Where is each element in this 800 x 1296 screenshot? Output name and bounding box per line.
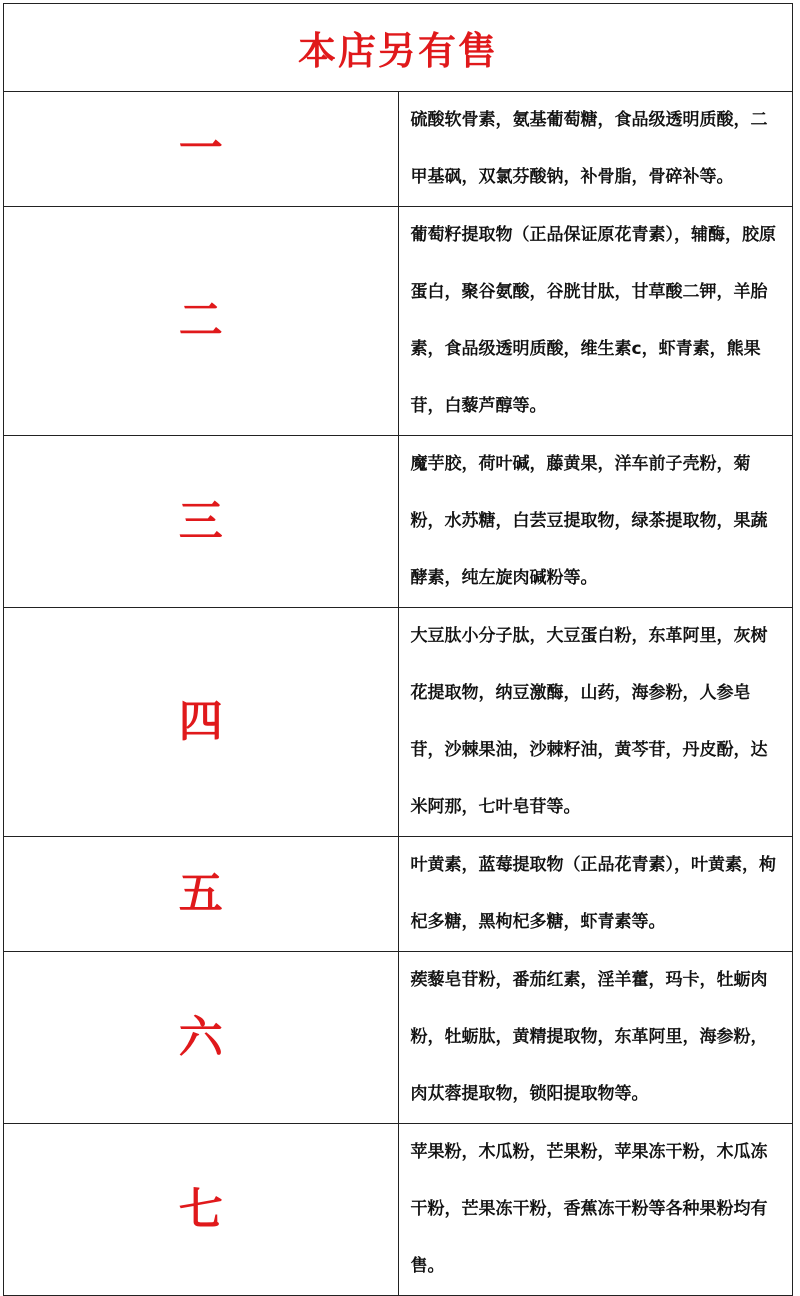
row-number: 七 [178,1183,223,1235]
row-content: 叶黄素，蓝莓提取物（正品花青素），叶黄素，枸杞多糖，黑枸杞多糖，虾青素等。 [410,855,776,932]
row-content-cell [398,436,793,608]
table-row [4,1124,793,1296]
table-row [4,92,793,207]
title-row [4,4,793,92]
row-content-cell [398,92,793,207]
row-content-cell [398,837,793,952]
row-content: 蒺藜皂苷粉，番茄红素，淫羊藿，玛卡，牡蛎肉粉，牡蛎肽，黄精提取物，东革阿里，海参粉，肉苁蓉提取物，锁阳提取物等。 [410,970,768,1104]
table-row [4,436,793,608]
row-content-cell [398,207,793,436]
row-number: 二 [178,295,223,346]
row-number: 五 [178,868,223,919]
row-number-cell [4,436,399,608]
table-row [4,837,793,952]
row-number: 三 [178,495,223,547]
title-cell [4,4,793,92]
row-content: 魔芋胶，荷叶碱，藤黄果，洋车前子壳粉，菊粉，水苏糖，白芸豆提取物，绿茶提取物，果蔬酵素，纯左旋肉碱粉等。 [410,454,768,588]
table-row [4,952,793,1124]
row-number: 一 [178,123,223,174]
row-content: 苹果粉，木瓜粉，芒果粉，苹果冻干粉，木瓜冻干粉，芒果冻干粉，香蕉冻干粉等各种果粉均有售。 [410,1142,768,1276]
row-number-cell [4,608,399,837]
row-number-cell [4,92,399,207]
row-number-cell [4,207,399,436]
row-content: 硫酸软骨素，氨基葡萄糖，食品级透明质酸，二甲基砜，双氯芬酸钠，补骨脂，骨碎补等。 [410,110,768,187]
row-number-cell [4,837,399,952]
row-content-cell [398,608,793,837]
row-number: 六 [178,1011,223,1063]
table-row [4,207,793,436]
table-row [4,608,793,837]
row-number: 四 [178,696,223,747]
row-content-cell [398,952,793,1124]
row-content: 大豆肽小分子肽，大豆蛋白粉，东革阿里，灰树花提取物，纳豆激酶，山药，海参粉，人参皂苷，沙棘果油，沙棘籽油，黄芩苷，丹皮酚，达米阿那，七叶皂苷等。 [410,626,768,817]
row-number-cell [4,1124,399,1296]
row-content-cell [398,1124,793,1296]
page-title: 本店另有售 [297,29,498,73]
row-content: 葡萄籽提取物（正品保证原花青素），辅酶，胶原蛋白，聚谷氨酸，谷胱甘肽，甘草酸二钾，羊胎素，食品级透明质酸，维生素c，虾青素，熊果苷，白藜芦醇等。 [410,225,776,416]
product-table [3,3,793,1296]
row-number-cell [4,952,399,1124]
